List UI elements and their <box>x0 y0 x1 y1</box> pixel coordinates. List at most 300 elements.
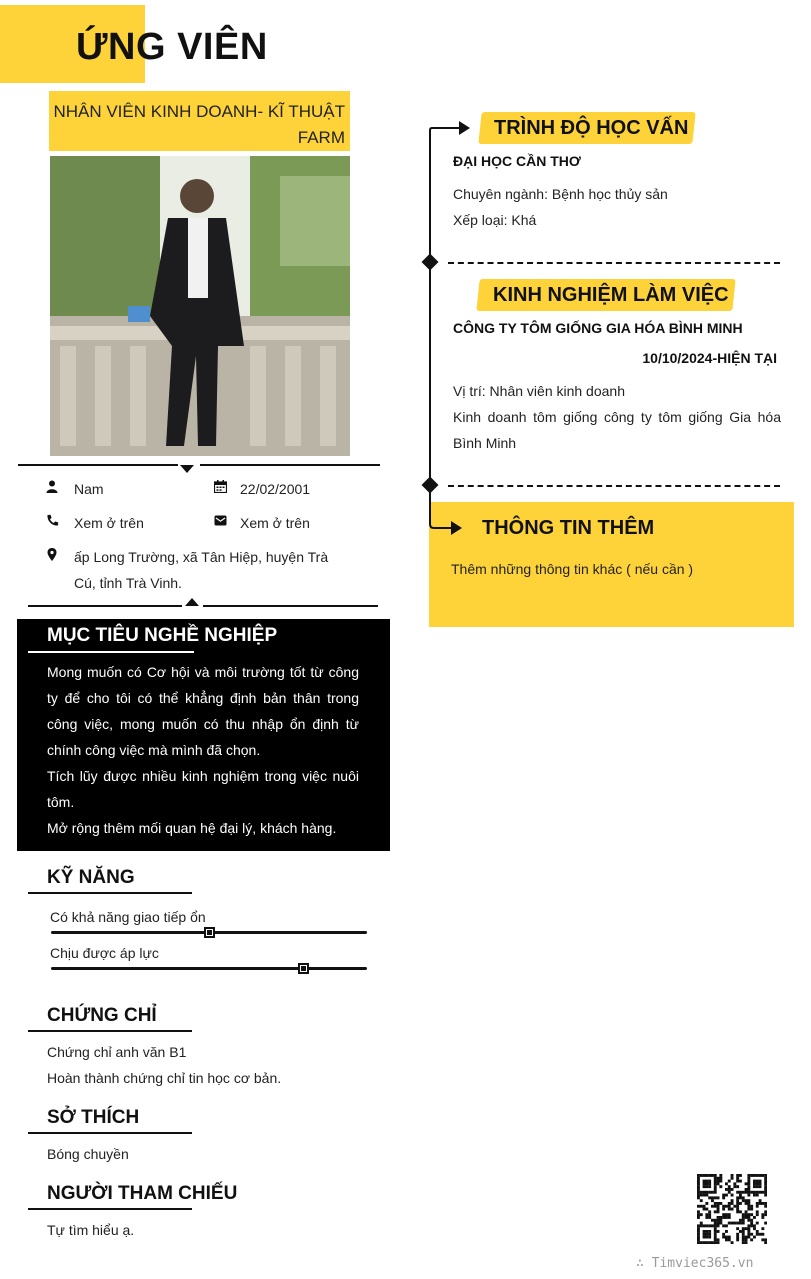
qr-module <box>705 1194 708 1197</box>
qr-module <box>697 1227 700 1230</box>
skill-name: Có khả năng giao tiếp ổn <box>50 909 206 925</box>
qr-module <box>756 1194 759 1197</box>
qr-module <box>714 1202 717 1205</box>
qr-module <box>756 1182 759 1185</box>
qr-module <box>717 1219 720 1222</box>
qr-module <box>764 1185 767 1188</box>
qr-module <box>756 1205 759 1208</box>
qr-module <box>714 1227 717 1230</box>
qr-module <box>753 1174 756 1177</box>
qr-module <box>708 1230 711 1233</box>
section-divider <box>448 485 780 487</box>
qr-module <box>714 1238 717 1241</box>
qr-module <box>717 1241 720 1244</box>
qr-module <box>756 1233 759 1236</box>
qr-module <box>761 1238 764 1241</box>
qr-module <box>736 1205 739 1208</box>
timeline-line <box>429 130 431 520</box>
address-value: ấp Long Trường, xã Tân Hiệp, huyện Trà Cú, tỉnh Trà Vinh. <box>74 549 329 591</box>
qr-module <box>717 1182 720 1185</box>
qr-module <box>711 1199 714 1202</box>
qr-module <box>725 1205 728 1208</box>
qr-module <box>711 1205 714 1208</box>
qr-module <box>722 1208 725 1211</box>
qr-module <box>753 1194 756 1197</box>
qr-module <box>705 1241 708 1244</box>
profile-photo <box>50 156 350 456</box>
qr-module <box>759 1199 762 1202</box>
user-icon <box>45 480 59 494</box>
qr-module <box>745 1236 748 1239</box>
qr-module <box>745 1202 748 1205</box>
qr-module <box>736 1191 739 1194</box>
certificates-underline <box>28 1030 192 1032</box>
references-title: NGƯỜI THAM CHIẾU <box>47 1183 238 1204</box>
qr-module <box>745 1182 748 1185</box>
qr-module <box>697 1185 700 1188</box>
qr-module <box>753 1224 756 1227</box>
qr-module <box>756 1180 759 1183</box>
qr-module <box>714 1236 717 1239</box>
qr-module <box>708 1185 711 1188</box>
qr-module <box>717 1210 720 1213</box>
qr-module <box>742 1199 745 1202</box>
qr-module <box>764 1238 767 1241</box>
qr-module <box>739 1180 742 1183</box>
qr-module <box>703 1180 706 1183</box>
qr-module <box>745 1241 748 1244</box>
qr-module <box>703 1182 706 1185</box>
skill-bar <box>51 967 367 970</box>
qr-module <box>697 1196 700 1199</box>
qr-module <box>747 1182 750 1185</box>
qr-module <box>745 1227 748 1230</box>
qr-module <box>725 1213 728 1216</box>
qr-module <box>750 1219 753 1222</box>
skill-name: Chịu được áp lực <box>50 945 159 961</box>
qr-module <box>728 1180 731 1183</box>
gender-value: Nam <box>74 481 104 497</box>
qr-module <box>736 1199 739 1202</box>
qr-module <box>731 1208 734 1211</box>
qr-module <box>705 1182 708 1185</box>
qr-module <box>714 1185 717 1188</box>
qr-module <box>703 1208 706 1211</box>
qr-module <box>714 1191 717 1194</box>
qr-module <box>703 1233 706 1236</box>
qr-module <box>697 1182 700 1185</box>
qr-module <box>747 1174 750 1177</box>
qr-module <box>711 1224 714 1227</box>
skills-underline <box>28 892 192 894</box>
phone-icon <box>45 514 59 528</box>
qr-module <box>700 1224 703 1227</box>
qr-module <box>731 1194 734 1197</box>
section-divider <box>448 262 780 264</box>
qr-module <box>703 1230 706 1233</box>
qr-module <box>697 1180 700 1183</box>
qr-module <box>697 1177 700 1180</box>
qr-module <box>717 1216 720 1219</box>
qr-module <box>753 1182 756 1185</box>
qr-module <box>697 1210 700 1213</box>
email-value: Xem ở trên <box>240 515 310 531</box>
qr-module <box>731 1241 734 1244</box>
qr-module <box>705 1213 708 1216</box>
objective-underline <box>28 651 194 653</box>
qr-module <box>728 1213 731 1216</box>
qr-module <box>747 1191 750 1194</box>
qr-module <box>736 1185 739 1188</box>
qr-module <box>761 1213 764 1216</box>
qr-module <box>742 1238 745 1241</box>
qr-module <box>725 1238 728 1241</box>
qr-module <box>739 1174 742 1177</box>
qr-module <box>764 1188 767 1191</box>
qr-module <box>719 1177 722 1180</box>
qr-module <box>697 1194 700 1197</box>
qr-module <box>711 1219 714 1222</box>
qr-module <box>697 1230 700 1233</box>
hobbies-title: SỞ THÍCH <box>47 1107 140 1128</box>
qr-module <box>703 1194 706 1197</box>
qr-module <box>756 1185 759 1188</box>
qr-module <box>697 1188 700 1191</box>
envelope-icon <box>213 514 227 528</box>
reference-item: Tự tìm hiểu ạ. <box>47 1222 135 1238</box>
qr-module <box>736 1210 739 1213</box>
timeline-node <box>422 477 439 494</box>
qr-module <box>700 1222 703 1225</box>
qr-module <box>700 1213 703 1216</box>
qr-module <box>725 1216 728 1219</box>
qr-module <box>697 1213 700 1216</box>
qr-module <box>750 1238 753 1241</box>
experience-description: Kinh doanh tôm giống công ty tôm giống Gia hóa Bình Minh <box>453 409 781 451</box>
qr-module <box>719 1185 722 1188</box>
qr-module <box>747 1180 750 1183</box>
qr-module <box>711 1191 714 1194</box>
hobby-item: Bóng chuyền <box>47 1146 129 1162</box>
qr-module <box>719 1222 722 1225</box>
skills-title: KỸ NĂNG <box>47 867 135 888</box>
objective-paragraph: Mong muốn có Cơ hội và môi trường tốt từ công ty để cho tôi có thể khẳng định bản thân trong công việc, mong muốn có thu nhập ổn định từ chính công việc mà mình đã chọn. <box>47 664 359 758</box>
qr-module <box>761 1233 764 1236</box>
qr-module <box>759 1202 762 1205</box>
qr-module <box>745 1188 748 1191</box>
qr-module <box>764 1210 767 1213</box>
qr-module <box>736 1227 739 1230</box>
qr-module <box>722 1213 725 1216</box>
qr-module <box>703 1205 706 1208</box>
qr-module <box>697 1236 700 1239</box>
qr-module <box>719 1174 722 1177</box>
qr-module <box>747 1194 750 1197</box>
divider-arrow <box>185 598 199 606</box>
skill-level-knob[interactable] <box>298 963 309 974</box>
qr-module <box>728 1238 731 1241</box>
qr-module <box>747 1227 750 1230</box>
qr-module <box>761 1174 764 1177</box>
qr-module <box>750 1224 753 1227</box>
qr-module <box>756 1210 759 1213</box>
qr-module <box>750 1233 753 1236</box>
qr-module <box>708 1180 711 1183</box>
qr-module <box>719 1180 722 1183</box>
qr-module <box>725 1230 728 1233</box>
qr-module <box>756 1213 759 1216</box>
qr-module <box>731 1177 734 1180</box>
qr-module <box>750 1174 753 1177</box>
qr-module <box>764 1174 767 1177</box>
objective-paragraph: Tích lũy được nhiều kinh nghiệm trong việc nuôi tôm. <box>47 768 359 810</box>
qr-module <box>708 1191 711 1194</box>
qr-module <box>736 1180 739 1183</box>
experience-company: CÔNG TY TÔM GIỐNG GIA HÓA BÌNH MINH <box>453 320 743 336</box>
qr-module <box>733 1222 736 1225</box>
qr-module <box>728 1185 731 1188</box>
qr-module <box>756 1202 759 1205</box>
qr-module <box>745 1238 748 1241</box>
qr-module <box>697 1205 700 1208</box>
qr-module <box>742 1241 745 1244</box>
qr-module <box>745 1199 748 1202</box>
qr-module <box>750 1205 753 1208</box>
qr-module <box>722 1216 725 1219</box>
qr-module <box>711 1241 714 1244</box>
divider <box>28 605 182 607</box>
qr-module <box>736 1177 739 1180</box>
divider <box>203 605 378 607</box>
qr-code <box>697 1174 767 1244</box>
qr-module <box>731 1199 734 1202</box>
qr-module <box>759 1182 762 1185</box>
qr-module <box>708 1224 711 1227</box>
qr-module <box>697 1238 700 1241</box>
job-title: NHÂN VIÊN KINH DOANH- KĨ THUẬT FARM <box>53 102 345 147</box>
qr-module <box>697 1216 700 1219</box>
qr-module <box>731 1222 734 1225</box>
qr-module <box>747 1199 750 1202</box>
qr-module <box>739 1194 742 1197</box>
qr-module <box>717 1202 720 1205</box>
qr-module <box>714 1241 717 1244</box>
references-underline <box>28 1208 192 1210</box>
qr-module <box>722 1194 725 1197</box>
certificate-item: Chứng chỉ anh văn B1 <box>47 1044 187 1060</box>
qr-module <box>703 1185 706 1188</box>
qr-module <box>717 1222 720 1225</box>
qr-module <box>756 1222 759 1225</box>
qr-module <box>742 1219 745 1222</box>
divider <box>200 464 380 466</box>
qr-module <box>753 1227 756 1230</box>
qr-module <box>703 1191 706 1194</box>
calendar-icon <box>213 480 227 494</box>
qr-module <box>753 1191 756 1194</box>
qr-module <box>705 1233 708 1236</box>
objective-title: MỤC TIÊU NGHỀ NGHIỆP <box>47 625 278 646</box>
qr-module <box>700 1194 703 1197</box>
qr-module <box>742 1213 745 1216</box>
qr-module <box>747 1202 750 1205</box>
qr-module <box>708 1196 711 1199</box>
qr-module <box>759 1191 762 1194</box>
qr-module <box>697 1241 700 1244</box>
birthday-value: 22/02/2001 <box>240 481 311 497</box>
qr-module <box>725 1236 728 1239</box>
qr-module <box>728 1222 731 1225</box>
qr-module <box>725 1188 728 1191</box>
qr-module <box>697 1174 700 1177</box>
qr-module <box>708 1236 711 1239</box>
qr-module <box>714 1196 717 1199</box>
qr-module <box>739 1210 742 1213</box>
qr-module <box>764 1182 767 1185</box>
qr-module <box>761 1191 764 1194</box>
phone-value: Xem ở trên <box>74 515 144 531</box>
qr-module <box>731 1188 734 1191</box>
qr-module <box>700 1191 703 1194</box>
qr-module <box>714 1182 717 1185</box>
qr-module <box>761 1216 764 1219</box>
qr-module <box>759 1174 762 1177</box>
qr-module <box>747 1185 750 1188</box>
qr-module <box>705 1224 708 1227</box>
qr-module <box>719 1216 722 1219</box>
objective-paragraph: Mở rộng thêm mối quan hệ đại lý, khách hàng. <box>47 820 337 836</box>
qr-module <box>764 1202 767 1205</box>
qr-module <box>764 1177 767 1180</box>
qr-module <box>705 1191 708 1194</box>
qr-module <box>728 1205 731 1208</box>
skill-level-knob[interactable] <box>204 927 215 938</box>
qr-module <box>745 1210 748 1213</box>
qr-module <box>728 1191 731 1194</box>
qr-module <box>714 1205 717 1208</box>
watermark: ∴ Timviec365.vn <box>636 1256 754 1271</box>
qr-module <box>764 1180 767 1183</box>
education-school: ĐẠI HỌC CẦN THƠ <box>453 153 581 169</box>
qr-module <box>731 1174 734 1177</box>
qr-module <box>750 1208 753 1211</box>
qr-module <box>753 1185 756 1188</box>
qr-module <box>722 1224 725 1227</box>
qr-module <box>742 1191 745 1194</box>
qr-module <box>747 1219 750 1222</box>
qr-module <box>736 1238 739 1241</box>
qr-module <box>756 1191 759 1194</box>
qr-module <box>733 1205 736 1208</box>
qr-module <box>714 1174 717 1177</box>
qr-module <box>764 1213 767 1216</box>
timeline-node <box>422 254 439 271</box>
qr-module <box>714 1210 717 1213</box>
education-major: Chuyên ngành: Bệnh học thủy sản <box>453 186 668 202</box>
qr-module <box>697 1233 700 1236</box>
qr-module <box>719 1219 722 1222</box>
qr-module <box>731 1202 734 1205</box>
experience-period: 10/10/2024-HIỆN TẠI <box>642 350 777 366</box>
qr-module <box>708 1213 711 1216</box>
qr-module <box>705 1180 708 1183</box>
qr-module <box>753 1216 756 1219</box>
qr-module <box>736 1233 739 1236</box>
qr-module <box>736 1222 739 1225</box>
qr-module <box>705 1185 708 1188</box>
qr-module <box>761 1202 764 1205</box>
qr-module <box>717 1230 720 1233</box>
qr-module <box>742 1233 745 1236</box>
qr-module <box>733 1182 736 1185</box>
qr-module <box>714 1222 717 1225</box>
qr-module <box>703 1224 706 1227</box>
qr-module <box>747 1236 750 1239</box>
qr-module <box>745 1191 748 1194</box>
qr-module <box>714 1230 717 1233</box>
qr-module <box>714 1188 717 1191</box>
qr-module <box>747 1208 750 1211</box>
qr-module <box>728 1216 731 1219</box>
qr-module <box>705 1208 708 1211</box>
experience-position: Vị trí: Nhân viên kinh doanh <box>453 383 625 399</box>
qr-module <box>742 1216 745 1219</box>
qr-module <box>717 1180 720 1183</box>
qr-module <box>705 1202 708 1205</box>
qr-module <box>742 1196 745 1199</box>
qr-module <box>728 1202 731 1205</box>
qr-module <box>764 1205 767 1208</box>
qr-module <box>717 1238 720 1241</box>
qr-module <box>711 1174 714 1177</box>
qr-module <box>747 1230 750 1233</box>
qr-module <box>722 1196 725 1199</box>
qr-module <box>722 1233 725 1236</box>
qr-module <box>717 1208 720 1211</box>
qr-module <box>750 1213 753 1216</box>
qr-module <box>717 1224 720 1227</box>
qr-module <box>708 1174 711 1177</box>
qr-module <box>714 1233 717 1236</box>
qr-module <box>742 1227 745 1230</box>
qr-module <box>747 1177 750 1180</box>
page-title: ỨNG VIÊN <box>76 26 268 68</box>
qr-module <box>739 1196 742 1199</box>
qr-module <box>756 1230 759 1233</box>
certificate-item: Hoàn thành chứng chỉ tin học cơ bản. <box>47 1070 282 1086</box>
qr-module <box>733 1185 736 1188</box>
qr-module <box>742 1222 745 1225</box>
qr-module <box>747 1213 750 1216</box>
qr-module <box>756 1174 759 1177</box>
qr-module <box>736 1196 739 1199</box>
qr-module <box>759 1180 762 1183</box>
job-title-box <box>49 91 350 151</box>
certificates-title: CHỨNG CHỈ <box>47 1005 157 1026</box>
qr-module <box>747 1205 750 1208</box>
qr-module <box>739 1191 742 1194</box>
qr-module <box>725 1224 728 1227</box>
qr-module <box>745 1216 748 1219</box>
objective-text <box>47 659 359 841</box>
timeline-arrow <box>429 500 463 540</box>
qr-module <box>739 1202 742 1205</box>
experience-title: KINH NGHIỆM LÀM VIỆC <box>493 284 729 306</box>
qr-module <box>764 1241 767 1244</box>
qr-module <box>753 1236 756 1239</box>
qr-module <box>703 1174 706 1177</box>
qr-module <box>725 1194 728 1197</box>
